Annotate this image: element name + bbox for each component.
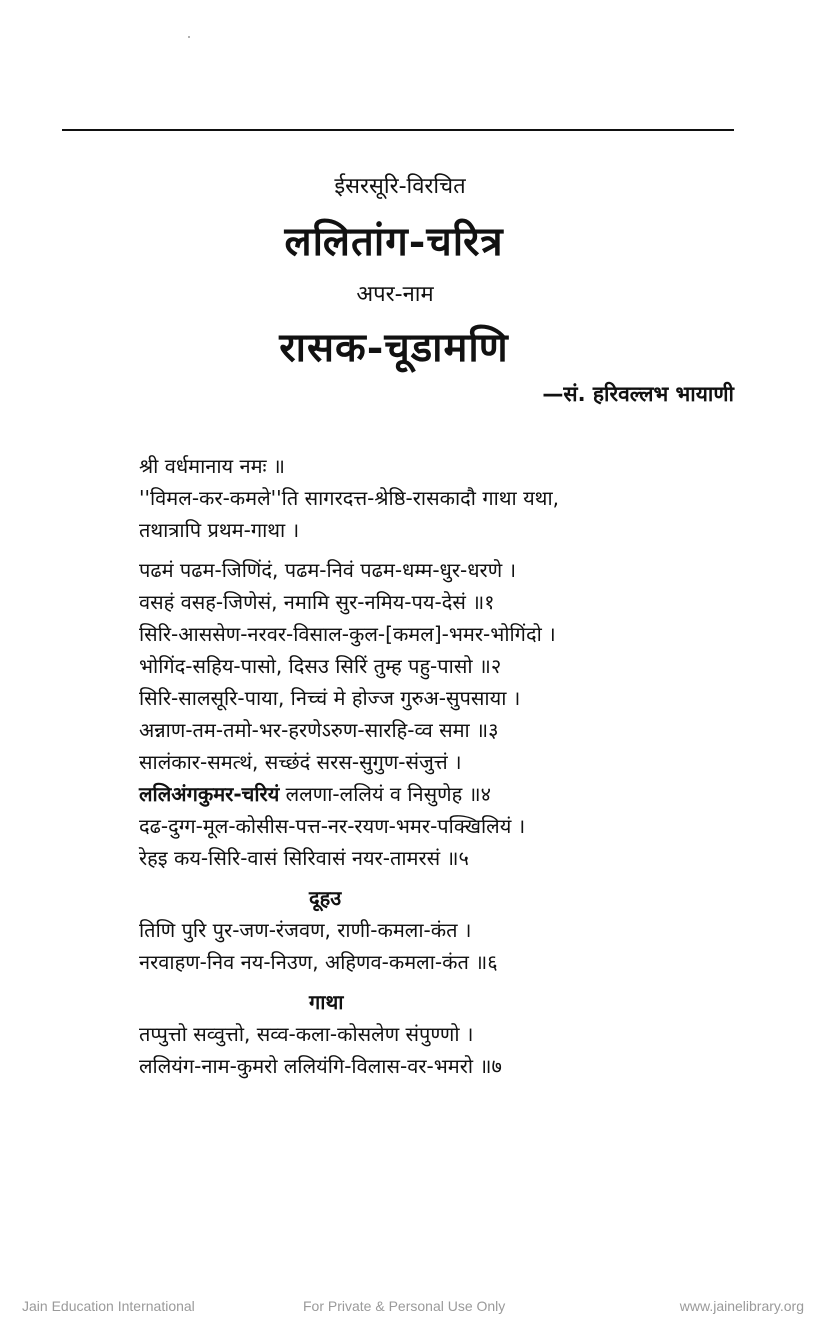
verse-line: रेहइ कय-सिरि-वासं सिरिवासं नयर-तामरसं ॥५ [139, 846, 469, 870]
intro-line: ''विमल-कर-कमले''ति सागरदत्त-श्रेष्ठि-रासकादौ गाथा यथा, [139, 486, 559, 510]
verse-line: तिणि पुरि पुर-जण-रंजवण, राणी-कमला-कंत । [139, 918, 472, 942]
verse-line: नरवाहण-निव नय-निउण, अहिणव-कमला-कंत ॥६ [139, 950, 498, 974]
verse-line: सालंकार-समत्थं, सच्छंदं सरस-सुगुण-संजुत्तं । [139, 750, 462, 774]
alt-name-label: अपर-नाम [356, 282, 434, 307]
verse-line: भोगिंद-सहिय-पासो, दिसउ सिरिं तुम्ह पहु-पासो ॥२ [139, 654, 502, 678]
top-rule [62, 129, 734, 131]
verse-line-rest: ललणा-ललियं व निसुणेह ॥४ [279, 782, 491, 806]
verse-line: तप्पुत्तो सव्वुत्तो, सव्व-कला-कोसलेण संपुण्णो । [139, 1022, 474, 1046]
intro-line: तथात्रापि प्रथम-गाथा । [139, 518, 300, 542]
section-heading-duhau: दूहउ [309, 886, 342, 910]
verse-line: वसहं वसह-जिणेसं, नमामि सुर-नमिय-पय-देसं ॥१ [139, 590, 495, 614]
editor-credit: —सं. हरिवल्लभ भायाणी [542, 382, 734, 406]
scan-speck [188, 36, 190, 38]
verse-line [139, 778, 759, 810]
author-line: ईसरसूरि-विरचित [334, 174, 466, 199]
alt-title: रासक-चूडामणि [279, 324, 509, 371]
verse-line: पढमं पढम-जिणिंदं, पढम-निवं पढम-धम्म-धुर-धरणे । [139, 558, 517, 582]
page-title: ललितांग-चरित्र [284, 218, 504, 265]
verse-line: सिरि-सालसूरि-पाया, निच्चं मे होज्ज गुरुअ-सुपसाया । [139, 686, 521, 710]
footer-website: www.jainelibrary.org [679, 1298, 804, 1314]
verse-line: सिरि-आससेण-नरवर-विसाल-कुल-[कमल]-भमर-भोगिंदो । [139, 622, 556, 646]
section-heading-gatha: गाथा [309, 990, 344, 1014]
invocation-line: श्री वर्धमानाय नमः ॥ [139, 454, 285, 478]
footer [0, 1298, 828, 1316]
footer-publisher: Jain Education International [22, 1298, 195, 1314]
verse-line: दढ-दुग्ग-मूल-कोसीस-पत्त-नर-रयण-भमर-पक्खिलियं । [139, 814, 526, 838]
verse-body [139, 450, 759, 1082]
footer-usage-notice: For Private & Personal Use Only [303, 1298, 506, 1314]
verse-line: ललियंग-नाम-कुमरो ललियंगि-विलास-वर-भमरो ॥७ [139, 1054, 502, 1078]
verse-line: अन्नाण-तम-तमो-भर-हरणेऽरुण-सारहि-व्व समा ॥३ [139, 718, 499, 742]
work-title-emphasis: ललिअंगकुमर-चरियं [139, 782, 280, 806]
